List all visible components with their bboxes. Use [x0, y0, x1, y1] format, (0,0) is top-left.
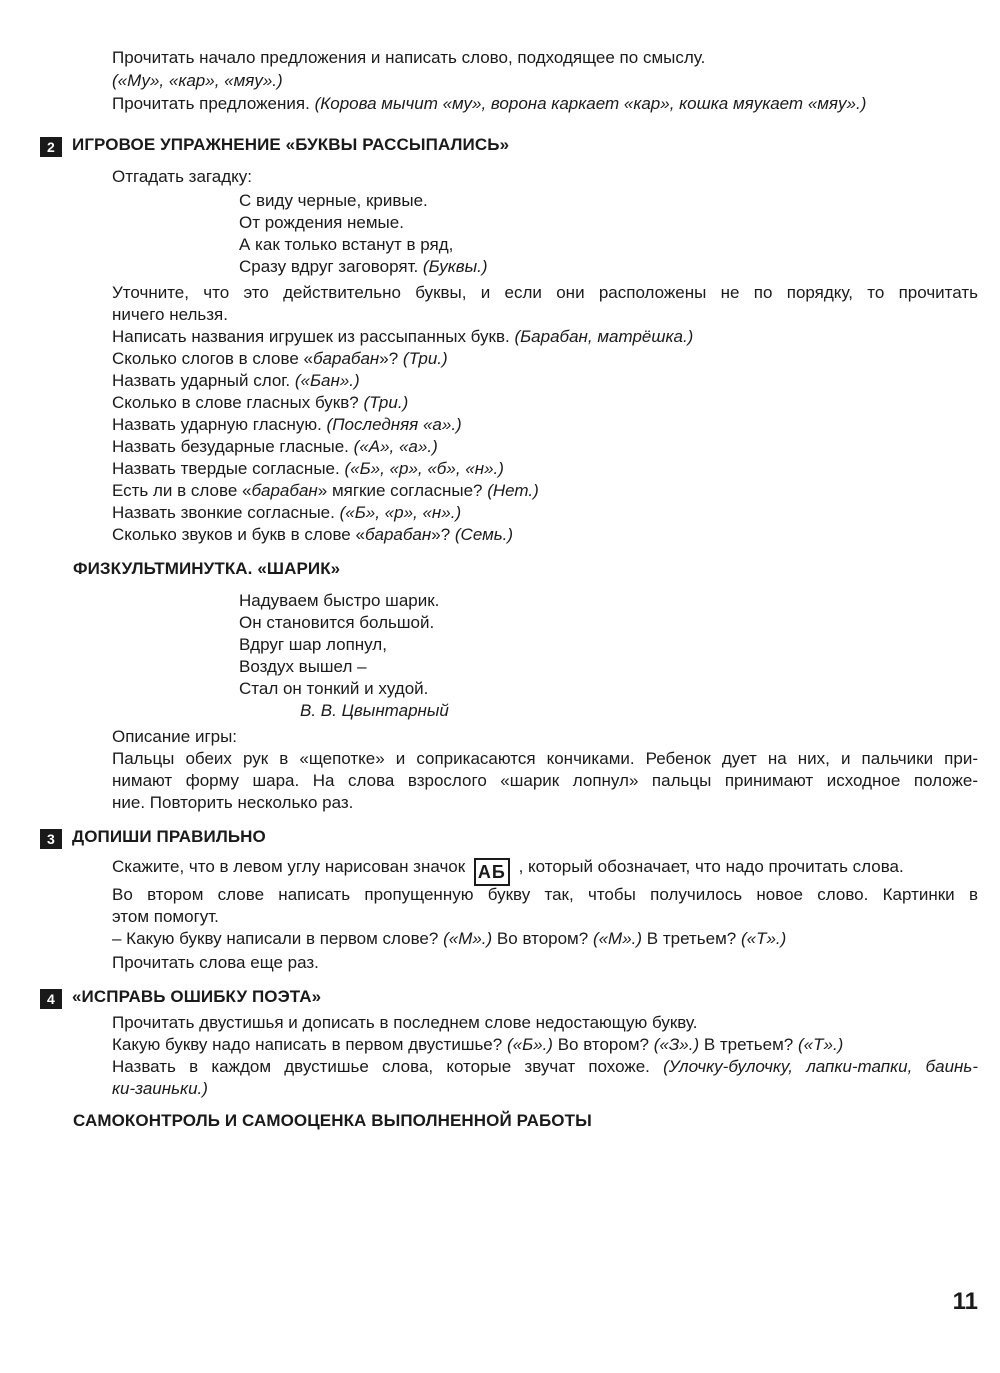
section-4-text: В третьем? — [699, 1035, 798, 1054]
poem-line: Стал он тонкий и худой. — [239, 679, 429, 698]
intro-line-1: Прочитать начало предложения и написать слово, подходящее по смыслу. — [112, 48, 706, 67]
poem-line: Надуваем быстро шарик. — [239, 591, 440, 610]
question-line — [112, 326, 978, 348]
section-4-text: Какую букву надо написать в первом двустишье? — [112, 1035, 507, 1054]
section-3-line: Во втором слове написать пропущенную букву так, чтобы получилось новое слово. Картинки в — [112, 885, 978, 904]
section-3-line: этом помогут. — [112, 907, 219, 926]
section-3-answer: («М».) — [592, 929, 643, 948]
riddle-line: А как только встанут в ряд, — [239, 235, 454, 254]
game-description-line: Пальцы обеих рук в «щепотке» и соприкасаются кончиками. Ребенок дует на них, и пальчики при- — [112, 749, 978, 768]
question-word: барабан — [364, 525, 432, 544]
intro-line-2 — [112, 70, 978, 92]
question-text: Назвать ударную гласную. — [112, 415, 327, 434]
question-text: Написать названия игрушек из рассыпанных букв. — [112, 327, 515, 346]
question-word: барабан — [312, 349, 380, 368]
section-4-answer: («Т».) — [798, 1035, 844, 1054]
intro-line-3 — [112, 93, 978, 115]
section-3-answer: («М».) — [443, 929, 493, 948]
section-2-heading — [40, 134, 509, 157]
question-answer: («Бан».) — [294, 371, 360, 390]
riddle-answer: (Буквы.) — [422, 257, 488, 276]
poem-line: Он становится большой. — [239, 613, 435, 632]
riddle-line: От рождения немые. — [239, 213, 404, 232]
section-4-title: «ИСПРАВЬ ОШИБКУ ПОЭТА» — [72, 987, 322, 1006]
section-4-number: 4 — [40, 989, 62, 1009]
question-text: Сколько звуков и букв в слове « — [112, 525, 365, 544]
intro-line-3-text: Прочитать предложения. — [112, 94, 315, 113]
section-4-text: Во втором? — [552, 1035, 654, 1054]
section-4-line: Прочитать двустишья и дописать в последнем слове недостающую букву. — [112, 1013, 698, 1032]
section-2-title: ИГРОВОЕ УПРАЖНЕНИЕ «БУКВЫ РАССЫПАЛИСЬ» — [72, 135, 510, 154]
question-line — [112, 436, 978, 458]
question-answer: (Барабан, матрёшка.) — [514, 327, 694, 346]
section-3-text: Скажите, что в левом углу нарисован значок — [112, 857, 470, 876]
question-text: Назвать твердые согласные. — [112, 459, 345, 478]
question-line — [112, 480, 978, 502]
section-4-heading — [40, 986, 321, 1009]
riddle-line: С виду черные, кривые. — [239, 191, 428, 210]
paragraph-line: ничего нельзя. — [112, 305, 228, 324]
intro-line-3-answer: (Корова мычит «му», ворона каркает «кар», кошка мяукает «мяу».) — [314, 94, 867, 113]
question-line — [112, 458, 978, 480]
section-4-line — [112, 1078, 978, 1100]
section-3-text: – Какую букву написали в первом слове? — [112, 929, 444, 948]
question-answer: («Б», «р», «н».) — [339, 503, 462, 522]
question-text: Есть ли в слове « — [112, 481, 252, 500]
fizkultminutka-heading: ФИЗКУЛЬТМИНУТКА. «ШАРИК» — [73, 559, 341, 578]
question-text: »? — [379, 349, 403, 368]
question-line — [112, 348, 978, 370]
section-3-line — [112, 856, 978, 886]
page-number: 11 — [952, 1288, 978, 1315]
question-text: Назвать звонкие согласные. — [112, 503, 340, 522]
game-description-line: ние. Повторить несколько раз. — [112, 793, 354, 812]
final-heading: САМОКОНТРОЛЬ И САМООЦЕНКА ВЫПОЛНЕННОЙ РАБОТЫ — [73, 1111, 592, 1130]
riddle-line-text: Сразу вдруг заговорят. — [239, 257, 423, 276]
question-line — [112, 414, 978, 436]
game-description-label: Описание игры: — [112, 727, 238, 746]
question-answer: (Последняя «а».) — [326, 415, 462, 434]
section-4-answer: ки-заиньки.) — [112, 1079, 208, 1098]
poem-line: Воздух вышел – — [239, 657, 367, 676]
section-4-line — [112, 1056, 978, 1078]
riddle-line — [239, 256, 978, 278]
question-text: Назвать безударные гласные. — [112, 437, 354, 456]
section-3-line: Прочитать слова еще раз. — [112, 953, 319, 972]
question-word: барабан — [251, 481, 318, 500]
poem-author-text: В. В. Цвынтарный — [300, 701, 449, 720]
question-answer: («Б», «р», «б», «н».) — [344, 459, 504, 478]
section-3-number: 3 — [40, 829, 62, 849]
book-ab-icon: АБ — [474, 858, 510, 886]
section-4-text: Назвать в каждом двустишье слова, которые звучат похоже. — [112, 1057, 664, 1076]
question-answer: (Нет.) — [487, 481, 539, 500]
riddle-intro: Отгадать загадку: — [112, 167, 252, 186]
section-4-answer: («Б».) — [506, 1035, 553, 1054]
question-answer: (Три.) — [402, 349, 448, 368]
question-text: »? — [431, 525, 455, 544]
section-3-text: В третьем? — [642, 929, 741, 948]
poem-author — [300, 700, 978, 722]
section-3-title: ДОПИШИ ПРАВИЛЬНО — [72, 827, 266, 846]
question-line — [112, 502, 978, 524]
question-line — [112, 392, 978, 414]
section-3-answer: («Т».) — [740, 929, 787, 948]
question-line — [112, 524, 978, 546]
section-3-text: , который обозначает, что надо прочитать слова. — [513, 857, 904, 876]
section-4-answer: («З».) — [653, 1035, 700, 1054]
poem-line: Вдруг шар лопнул, — [239, 635, 387, 654]
question-text: Назвать ударный слог. — [112, 371, 295, 390]
question-text: Сколько в слове гласных букв? — [112, 393, 364, 412]
section-3-line — [112, 928, 978, 950]
question-text: » мягкие согласные? — [317, 481, 488, 500]
question-text: Сколько слогов в слове « — [112, 349, 313, 368]
game-description-line: нимают форму шара. На слова взрослого «шарик лопнул» пальцы принимают исходное положе- — [112, 771, 978, 790]
section-3-heading — [40, 826, 266, 849]
section-4-answer: (Улочку-булочку, лапки-тапки, баинь- — [663, 1057, 978, 1076]
question-answer: («А», «а».) — [353, 437, 438, 456]
intro-answer: («Му», «кар», «мяу».) — [112, 71, 283, 90]
question-answer: (Три.) — [363, 393, 409, 412]
section-3-text: Во втором? — [492, 929, 593, 948]
section-2-number: 2 — [40, 137, 62, 157]
section-4-line — [112, 1034, 978, 1056]
paragraph-line: Уточните, что это действительно буквы, и если они расположены не по порядку, то прочитать — [112, 283, 978, 302]
question-answer: (Семь.) — [454, 525, 514, 544]
question-line — [112, 370, 978, 392]
